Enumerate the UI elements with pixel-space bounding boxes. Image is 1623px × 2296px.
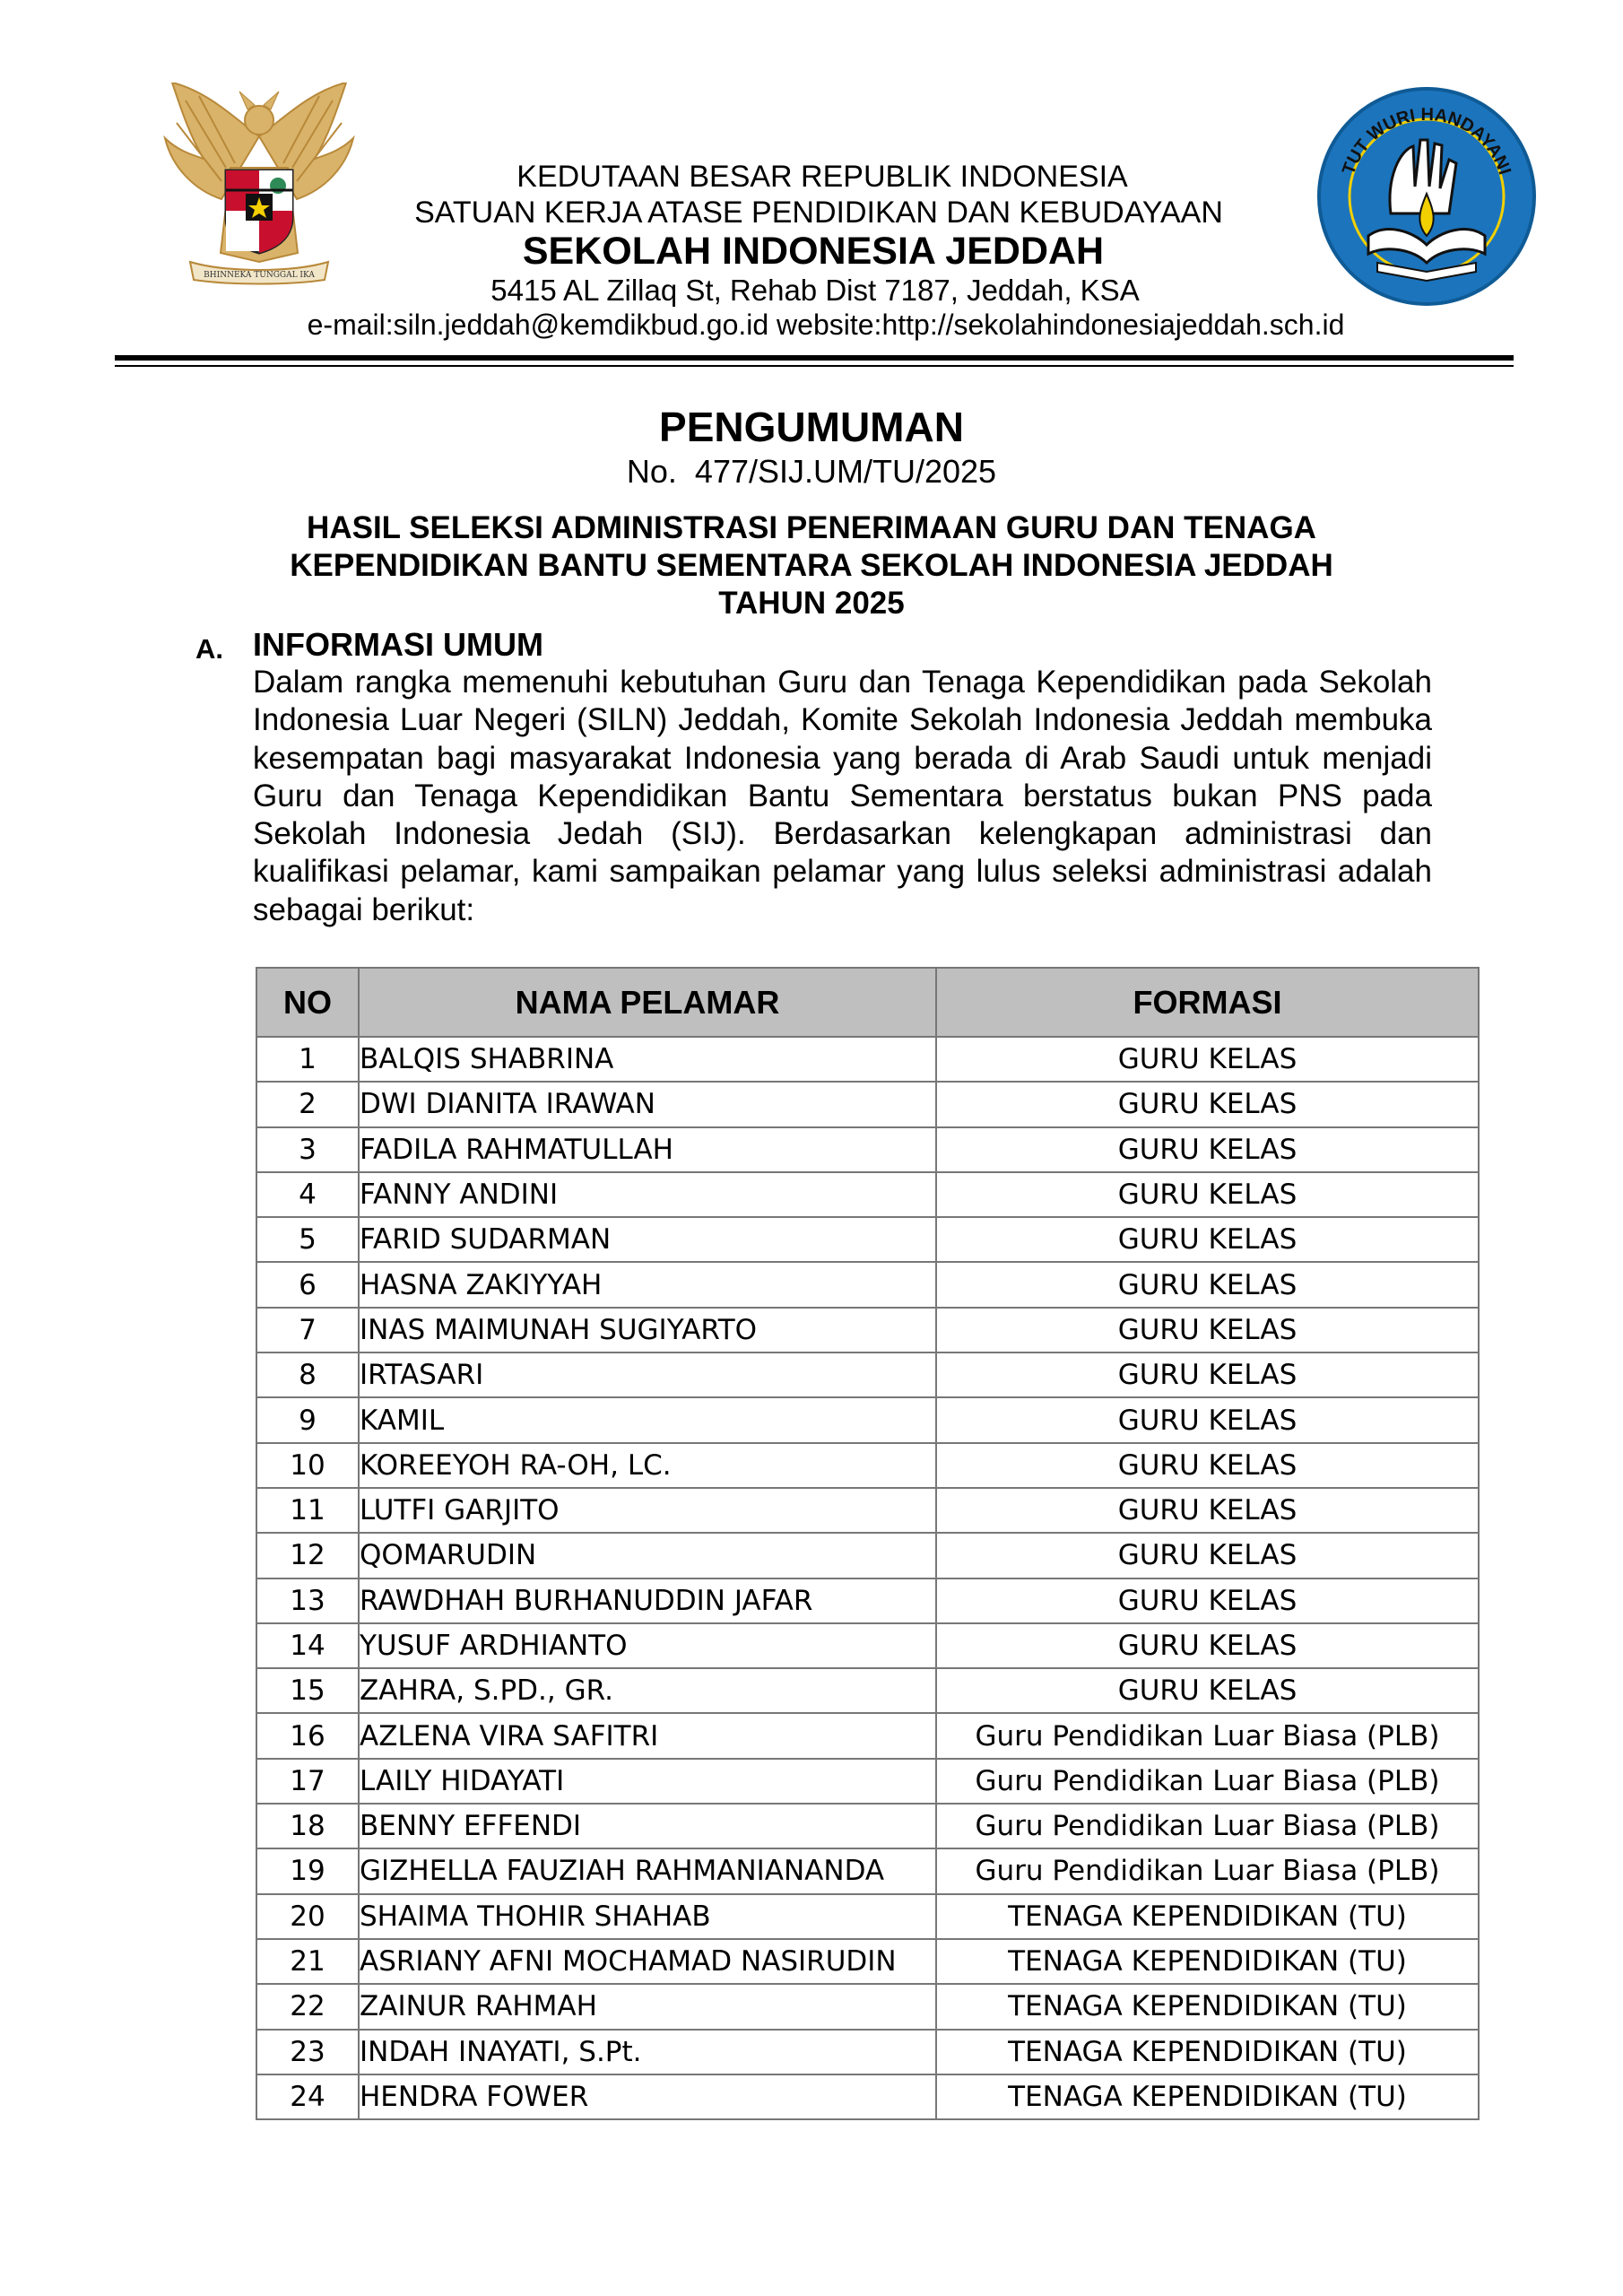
applicant-name: KOREEYOH RA-OH, LC.: [359, 1443, 936, 1488]
formation: GURU KELAS: [936, 1308, 1479, 1352]
table-row: [256, 1533, 1479, 1578]
formation: GURU KELAS: [936, 1262, 1479, 1307]
letterhead-divider-thick: [115, 355, 1514, 361]
section-letter: A.: [195, 633, 223, 665]
applicant-name: ZAINUR RAHMAH: [359, 1984, 936, 2029]
row-number: 15: [256, 1668, 359, 1713]
emblem-motto: BHINNEKA TUNGGAL IKA: [204, 271, 315, 280]
applicant-name: FARID SUDARMAN: [359, 1217, 936, 1262]
row-number: 4: [256, 1172, 359, 1217]
table-row: [256, 1984, 1479, 2029]
applicant-name: AZLENA VIRA SAFITRI: [359, 1713, 936, 1758]
formation: GURU KELAS: [936, 1623, 1479, 1668]
applicant-name: HENDRA FOWER: [359, 2074, 936, 2119]
applicant-name: KAMIL: [359, 1397, 936, 1442]
table-row: [256, 1443, 1479, 1488]
formation: GURU KELAS: [936, 1217, 1479, 1262]
header-no: NO: [256, 968, 359, 1037]
applicant-name: SHAIMA THOHIR SHAHAB: [359, 1894, 936, 1939]
table-row: [256, 1397, 1479, 1442]
formation: GURU KELAS: [936, 1082, 1479, 1126]
row-number: 12: [256, 1533, 359, 1578]
formation: TENAGA KEPENDIDIKAN (TU): [936, 2074, 1479, 2119]
row-number: 6: [256, 1262, 359, 1307]
row-number: 14: [256, 1623, 359, 1668]
row-number: 24: [256, 2074, 359, 2119]
announcement-subject: [0, 509, 1623, 622]
row-number: 9: [256, 1397, 359, 1442]
formation: TENAGA KEPENDIDIKAN (TU): [936, 1984, 1479, 2029]
row-number: 23: [256, 2030, 359, 2074]
table-row: [256, 1759, 1479, 1804]
table-row: [256, 1082, 1479, 1126]
letterhead-contact: e-mail:siln.jeddah@kemdikbud.go.id website:http://sekolahindonesiajeddah.sch.id: [307, 309, 1345, 341]
row-number: 11: [256, 1488, 359, 1533]
table-row: [256, 1894, 1479, 1939]
logo-motto: TUT WURI HANDAYANI: [1339, 104, 1515, 178]
applicant-name: ZAHRA, S.PD., GR.: [359, 1668, 936, 1713]
applicant-name: LAILY HIDAYATI: [359, 1759, 936, 1804]
letterhead-embassy: KEDUTAAN BESAR REPUBLIK INDONESIA: [516, 160, 1128, 194]
table-row: [256, 2030, 1479, 2074]
row-number: 19: [256, 1848, 359, 1893]
letterhead-school-name: SEKOLAH INDONESIA JEDDAH: [522, 230, 1105, 273]
table-row: [256, 1217, 1479, 1262]
applicant-name: YUSUF ARDHIANTO: [359, 1623, 936, 1668]
applicant-name: IRTASARI: [359, 1352, 936, 1397]
applicant-name: DWI DIANITA IRAWAN: [359, 1082, 936, 1126]
subject-line-2: KEPENDIDIKAN BANTU SEMENTARA SEKOLAH INDONESIA JEDDAH: [290, 548, 1333, 583]
results-table: [256, 967, 1480, 2120]
applicant-name: RAWDHAH BURHANUDDIN JAFAR: [359, 1578, 936, 1623]
applicant-name: GIZHELLA FAUZIAH RAHMANIANANDA: [359, 1848, 936, 1893]
formation: GURU KELAS: [936, 1533, 1479, 1578]
formation: Guru Pendidikan Luar Biasa (PLB): [936, 1804, 1479, 1848]
table-row: [256, 1352, 1479, 1397]
formation: Guru Pendidikan Luar Biasa (PLB): [936, 1713, 1479, 1758]
table-row: [256, 1262, 1479, 1307]
applicant-name: FANNY ANDINI: [359, 1172, 936, 1217]
formation: GURU KELAS: [936, 1668, 1479, 1713]
row-number: 21: [256, 1939, 359, 1984]
table-row: [256, 1623, 1479, 1668]
formation: GURU KELAS: [936, 1037, 1479, 1082]
table-row: [256, 1848, 1479, 1893]
formation: GURU KELAS: [936, 1578, 1479, 1623]
row-number: 10: [256, 1443, 359, 1488]
row-number: 22: [256, 1984, 359, 2029]
row-number: 7: [256, 1308, 359, 1352]
formation: GURU KELAS: [936, 1172, 1479, 1217]
formation: GURU KELAS: [936, 1352, 1479, 1397]
row-number: 18: [256, 1804, 359, 1848]
table-row: [256, 2074, 1479, 2119]
row-number: 3: [256, 1127, 359, 1172]
table-row: [256, 1037, 1479, 1082]
subject-line-1: HASIL SELEKSI ADMINISTRASI PENERIMAAN GURU DAN TENAGA: [307, 510, 1316, 545]
applicant-name: BALQIS SHABRINA: [359, 1037, 936, 1082]
header-name: NAMA PELAMAR: [359, 968, 936, 1037]
row-number: 1: [256, 1037, 359, 1082]
formation: TENAGA KEPENDIDIKAN (TU): [936, 1894, 1479, 1939]
row-number: 8: [256, 1352, 359, 1397]
formation: GURU KELAS: [936, 1488, 1479, 1533]
formation: GURU KELAS: [936, 1127, 1479, 1172]
letterhead-divider-thin: [115, 365, 1514, 367]
row-number: 2: [256, 1082, 359, 1126]
table-row: [256, 1172, 1479, 1217]
table-row: [256, 1127, 1479, 1172]
header-formation: FORMASI: [936, 968, 1479, 1037]
applicant-name: HASNA ZAKIYYAH: [359, 1262, 936, 1307]
announcement-number: No. 477/SIJ.UM/TU/2025: [626, 453, 997, 490]
applicant-name: QOMARUDIN: [359, 1533, 936, 1578]
table-row: [256, 1308, 1479, 1352]
applicant-name: LUTFI GARJITO: [359, 1488, 936, 1533]
announcement-title: PENGUMUMAN: [659, 404, 964, 450]
row-number: 16: [256, 1713, 359, 1758]
table-row: [256, 1939, 1479, 1984]
table-row: [256, 1804, 1479, 1848]
formation: GURU KELAS: [936, 1443, 1479, 1488]
row-number: 5: [256, 1217, 359, 1262]
formation: GURU KELAS: [936, 1397, 1479, 1442]
applicant-name: BENNY EFFENDI: [359, 1804, 936, 1848]
table-header-row: [256, 968, 1479, 1037]
applicant-name: INAS MAIMUNAH SUGIYARTO: [359, 1308, 936, 1352]
formation: Guru Pendidikan Luar Biasa (PLB): [936, 1759, 1479, 1804]
row-number: 20: [256, 1894, 359, 1939]
applicant-name: FADILA RAHMATULLAH: [359, 1127, 936, 1172]
table-row: [256, 1668, 1479, 1713]
letterhead-unit: SATUAN KERJA ATASE PENDIDIKAN DAN KEBUDAYAAN: [414, 196, 1223, 230]
table-row: [256, 1488, 1479, 1533]
formation: TENAGA KEPENDIDIKAN (TU): [936, 2030, 1479, 2074]
formation: TENAGA KEPENDIDIKAN (TU): [936, 1939, 1479, 1984]
results-table-body: [256, 1037, 1479, 2119]
table-row: [256, 1578, 1479, 1623]
formation: Guru Pendidikan Luar Biasa (PLB): [936, 1848, 1479, 1893]
row-number: 17: [256, 1759, 359, 1804]
applicant-name: INDAH INAYATI, S.Pt.: [359, 2030, 936, 2074]
applicant-name: ASRIANY AFNI MOCHAMAD NASIRUDIN: [359, 1939, 936, 1984]
subject-line-3: TAHUN 2025: [718, 586, 905, 621]
section-paragraph: Dalam rangka memenuhi kebutuhan Guru dan Tenaga Kependidikan pada Sekolah Indonesia Luar Negeri (SILN) Jeddah, Komite Sekolah Indonesia Jeddah membuka kesempatan bagi masyarakat Indonesia yang berada di Arab Saudi untuk menjadi Guru dan Tenaga Kependidikan Bantu Sementara berstatus bukan PNS pada Sekolah Indonesia Jedah (SIJ). Berdasarkan kelengkapan administrasi dan kualifikasi pelamar, kami sampaikan pelamar yang lulus seleksi administrasi adalah sebagai berikut:: [253, 665, 1432, 927]
table-row: [256, 1713, 1479, 1758]
row-number: 13: [256, 1578, 359, 1623]
letterhead-address: 5415 AL Zillaq St, Rehab Dist 7187, Jeddah, KSA: [490, 274, 1140, 307]
section-title: INFORMASI UMUM: [253, 626, 543, 663]
